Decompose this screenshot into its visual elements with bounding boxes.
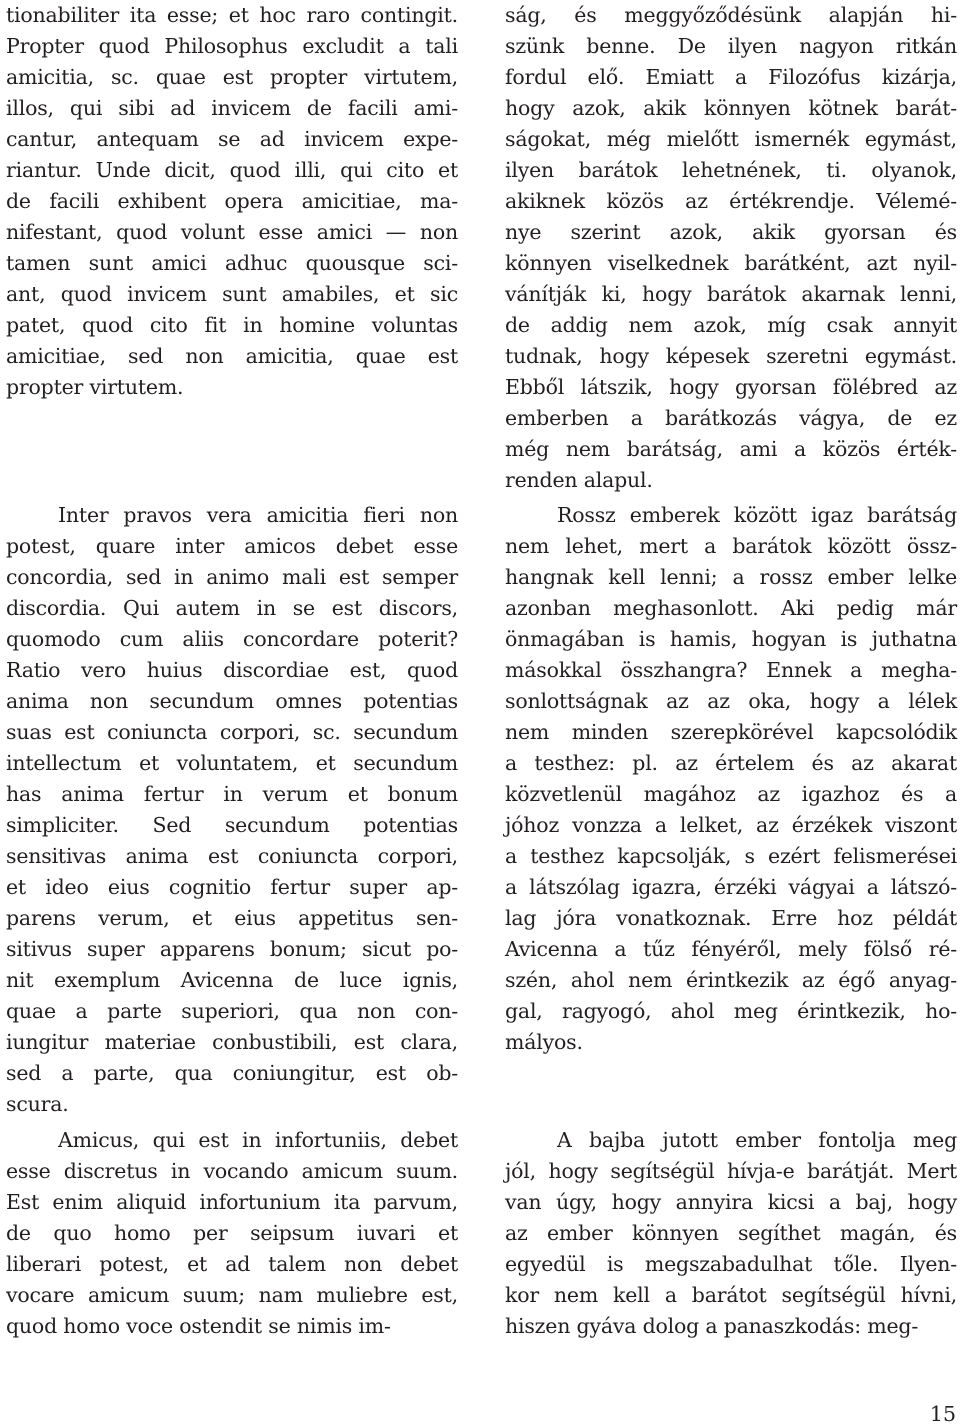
text-line: renden alapul. [505,468,653,492]
text-line: sensitivas anima est coniuncta corpori, [6,844,458,868]
text-line: gal, ragyogó, ahol meg érintkezik, ho- [505,999,957,1023]
text-line: quod homo voce ostendit se nimis im- [6,1314,391,1338]
text-line: discordia. Qui autem in se est discors, [6,596,458,620]
text-line: cantur, antequam se ad invicem expe- [6,127,458,151]
text-line: tionabiliter ita esse; et hoc raro contingit. [6,3,458,27]
text-line: akiknek közös az értékrendje. Vélemé- [505,189,957,213]
text-line: patet, quod cito fit in homine voluntas [6,313,458,337]
text-line: mályos. [505,1030,583,1054]
text-line: A bajba jutott ember fontolja meg [557,1128,957,1152]
text-line: vocare amicum suum; nam muliebre est, [6,1283,458,1307]
text-line: potest, quare inter amicos debet esse [6,534,458,558]
text-line: nifestant, quod volunt esse amici — non [6,220,458,244]
text-line: a testhez: pl. az értelem és az akarat [505,751,957,775]
text-line: hiszen gyáva dolog a panaszkodás: meg- [505,1314,919,1338]
text-line: jóhoz vonzza a lelket, az érzékek viszont [505,813,957,837]
text-line: iungitur materiae conbustibili, est clara, [6,1030,458,1054]
text-line: könnyen viselkednek barátként, azt nyil- [505,251,957,275]
text-line: ság, és meggyőződésünk alapján hi- [505,3,957,27]
text-line: quae a parte superiori, qua non con- [6,999,458,1023]
text-line: simpliciter. Sed secundum potentias [6,813,458,837]
text-line: Ebből látszik, hogy gyorsan fölébred az [505,375,957,399]
text-line: ságokat, még mielőtt ismernék egymást, [505,127,957,151]
text-line: de quo homo per seipsum iuvari et [6,1221,458,1245]
text-line: tamen sunt amici adhuc quousque sci- [6,251,458,275]
text-line: Avicenna a tűz fényéről, mely fölső ré- [505,937,957,961]
text-line: ant, quod invicem sunt amabiles, et sic [6,282,458,306]
text-line: parens verum, et eius appetitus sen- [6,906,458,930]
text-line: scura. [6,1092,69,1116]
text-line: ilyen barátok lehetnének, ti. olyanok, [505,158,957,182]
text-line: tudnak, hogy képesek szeretni egymást. [505,344,957,368]
text-line: riantur. Unde dicit, quod illi, qui cito et [6,158,458,182]
text-line: Inter pravos vera amicitia fieri non [58,503,458,527]
text-line: propter virtutem. [6,375,184,399]
text-line: nye szerint azok, akik gyorsan és [505,220,957,244]
text-line: nem minden szerepkörével kapcsolódik [505,720,957,744]
text-line: sonlottságnak az az oka, hogy a lélek [505,689,957,713]
text-line: nit exemplum Avicenna de luce ignis, [6,968,458,992]
text-line: esse discretus in vocando amicum suum. [6,1159,458,1183]
text-line: anima non secundum omnes potentias [6,689,458,713]
text-line: sitivus super apparens bonum; sicut po- [6,937,458,961]
text-line: illos, qui sibi ad invicem de facili ami- [6,96,458,120]
text-line: önmagában is hamis, hogyan is juthatna [505,627,957,651]
text-line: sed a parte, qua coniungitur, est ob- [6,1061,458,1085]
text-line: vánítják ki, hogy barátok akarnak lenni, [505,282,957,306]
text-line: has anima fertur in verum et bonum [6,782,458,806]
text-line: concordia, sed in animo mali est semper [6,565,458,589]
text-line: suas est coniuncta corpori, sc. secundum [6,720,458,744]
text-line: lag jóra vonatkoznak. Erre hoz példát [505,906,957,930]
text-line: az ember könnyen segíthet magán, és [505,1221,957,1245]
text-line: Est enim aliquid infortunium ita parvum, [6,1190,458,1214]
text-line: a testhez kapcsolják, s ezért felismerései [505,844,957,868]
text-line: kor nem kell a barátot segítségül hívni, [505,1283,957,1307]
text-line: hangnak kell lenni; a rossz ember lelke [505,565,957,589]
text-line: emberben a barátkozás vágya, de ez [505,406,957,430]
text-line: amicitiae, sed non amicitia, quae est [6,344,458,368]
text-line: Amicus, qui est in infortuniis, debet [58,1128,458,1152]
text-line: szén, ahol nem érintkezik az égő anyag- [505,968,957,992]
text-line: liberari potest, et ad talem non debet [6,1252,458,1276]
page-number: 15 [929,1402,956,1426]
text-line: intellectum et voluntatem, et secundum [6,751,458,775]
text-line: a látszólag igazra, érzéki vágyai a látszó- [505,875,957,899]
text-line: Ratio vero huius discordiae est, quod [6,658,458,682]
text-line: azonban meghasonlott. Aki pedig már [505,596,957,620]
text-line: de facili exhibent opera amicitiae, ma- [6,189,458,213]
text-line: még nem barátság, ami a közös érték- [505,437,957,461]
text-line: egyedül is megszabadulhat tőle. Ilyen- [505,1252,957,1276]
text-line: másokkal összhangra? Ennek a megha- [505,658,957,682]
text-line: szünk benne. De ilyen nagyon ritkán [505,34,957,58]
text-line: et ideo eius cognitio fertur super ap- [6,875,458,899]
text-line: közvetlenül magához az igazhoz és a [505,782,957,806]
text-line: Rossz emberek között igaz barátság [557,503,957,527]
text-line: jól, hogy segítségül hívja-e barátját. Mert [505,1159,957,1183]
text-line: fordul elő. Emiatt a Filozófus kizárja, [505,65,957,89]
text-line: quomodo cum aliis concordare poterit? [6,627,458,651]
text-line: amicitia, sc. quae est propter virtutem, [6,65,458,89]
text-line: Propter quod Philosophus excludit a tali [6,34,458,58]
text-line: hogy azok, akik könnyen kötnek barát- [505,96,957,120]
text-line: van úgy, hogy annyira kicsi a baj, hogy [505,1190,957,1214]
text-line: de addig nem azok, míg csak annyit [505,313,957,337]
text-line: nem lehet, mert a barátok között össz- [505,534,957,558]
